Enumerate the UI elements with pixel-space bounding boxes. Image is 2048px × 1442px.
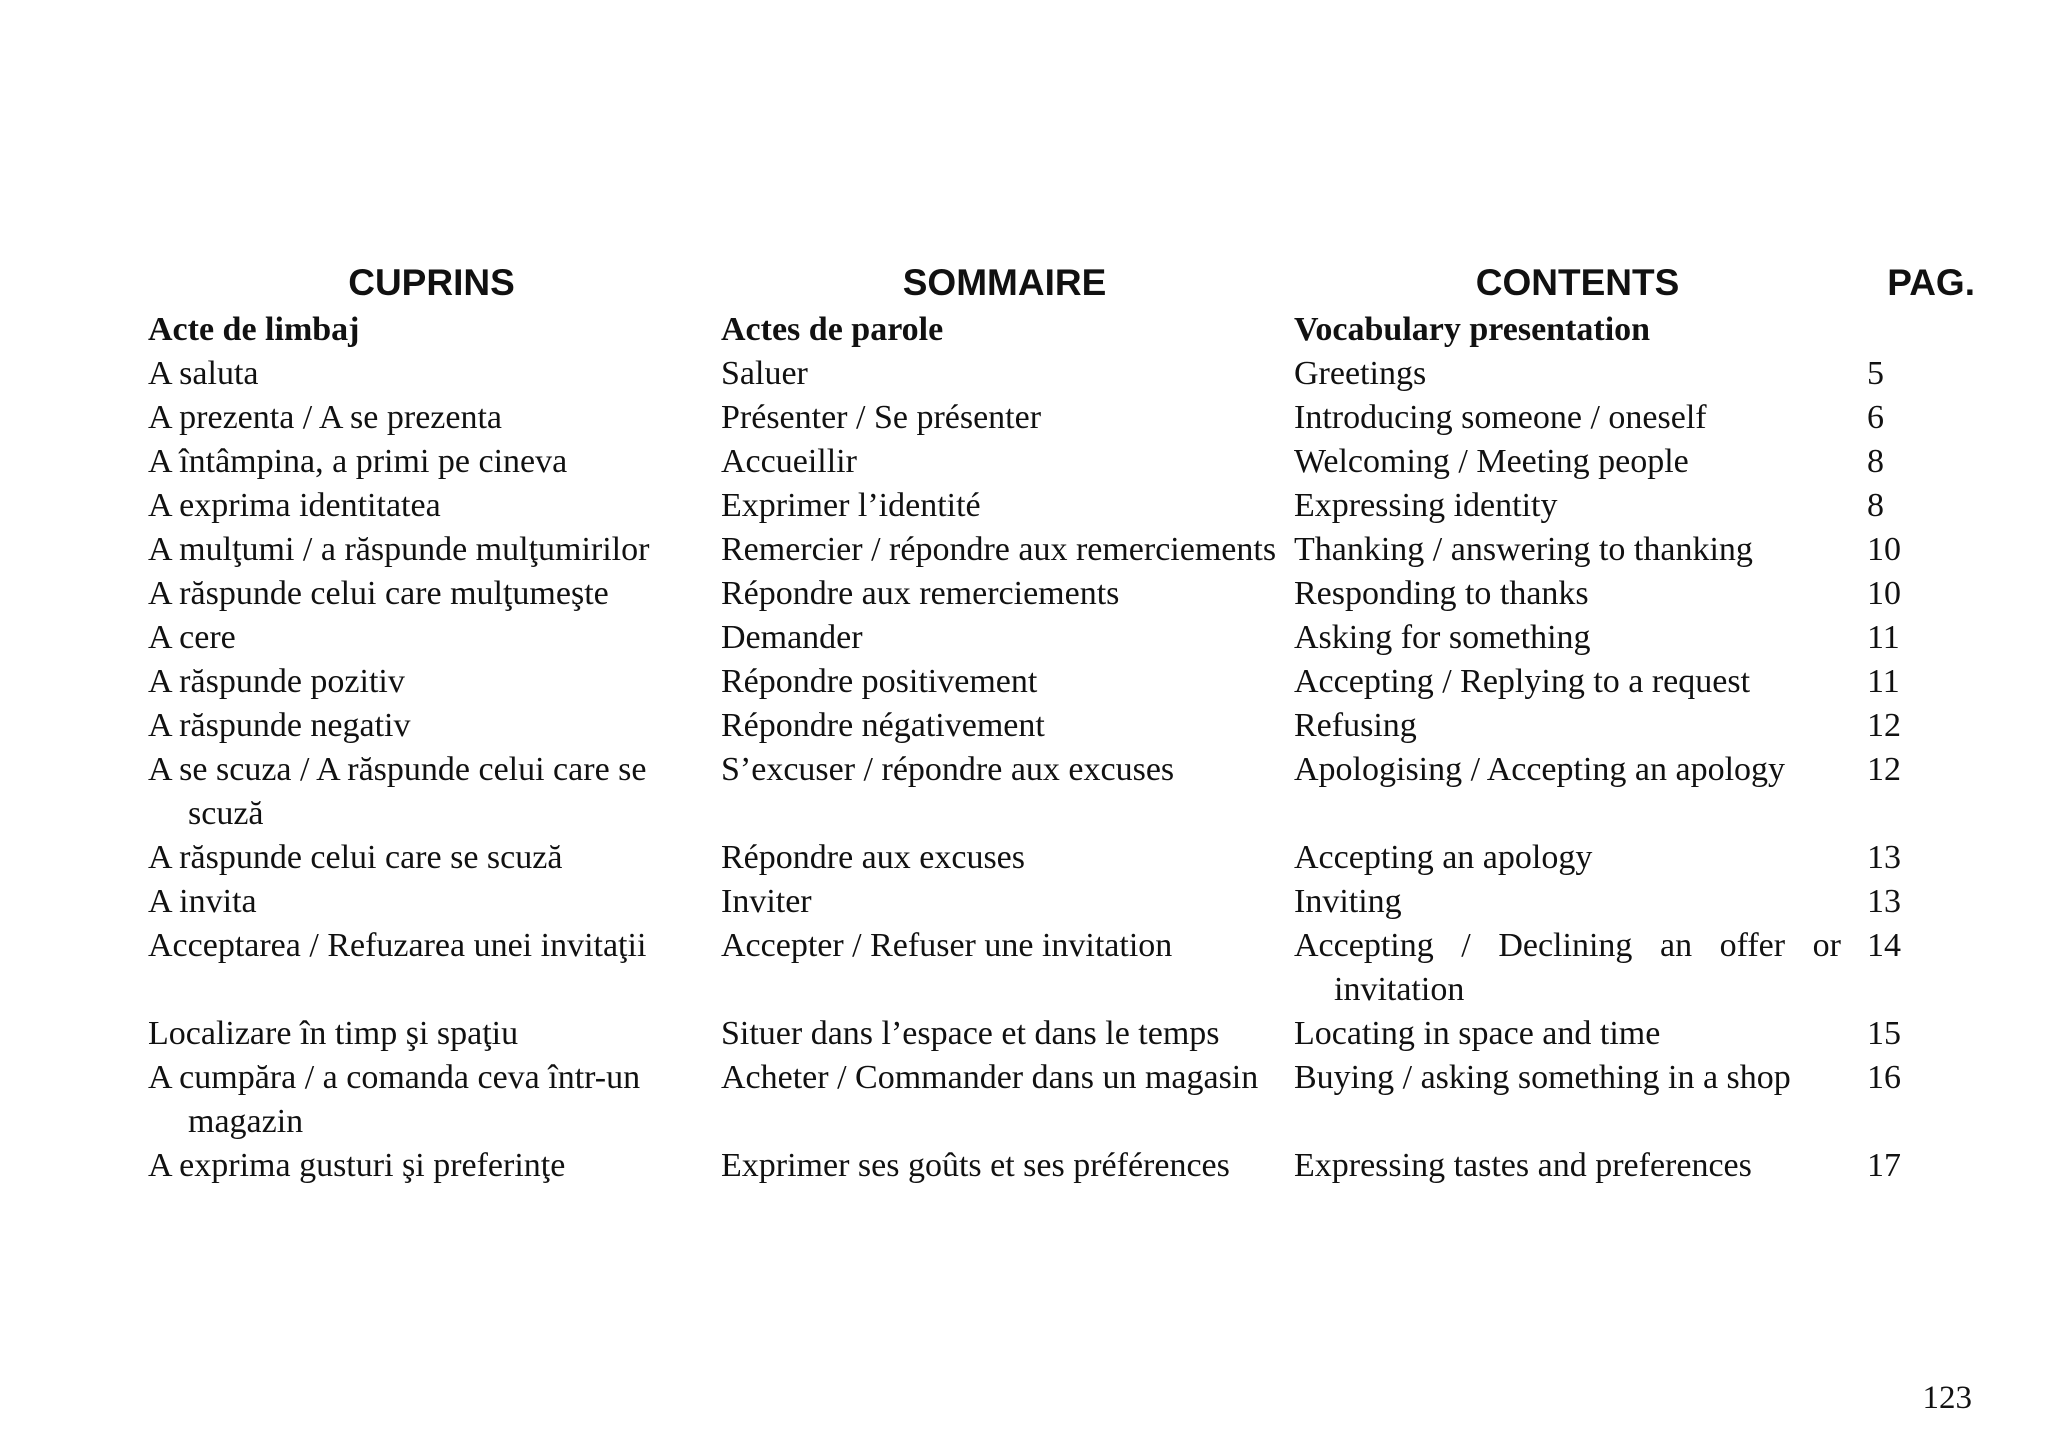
entry-ro-text: A saluta bbox=[148, 355, 259, 392]
contents-row bbox=[142, 880, 1977, 924]
entry-fr-text: Répondre positivement bbox=[721, 663, 1038, 700]
entry-ro bbox=[142, 748, 715, 836]
entry-en-text: Thanking / answering to thanking bbox=[1294, 531, 1753, 568]
contents-row bbox=[142, 616, 1977, 660]
section-heading-page bbox=[1861, 308, 1977, 352]
entry-fr-text: Exprimer ses goûts et ses préférences bbox=[721, 1147, 1230, 1184]
entry-fr bbox=[715, 484, 1288, 528]
contents-row bbox=[142, 1144, 1977, 1188]
entry-page: 12 bbox=[1867, 707, 1901, 744]
entry-en-text: Asking for something bbox=[1294, 619, 1591, 656]
entry-en bbox=[1288, 924, 1861, 1012]
entry-fr bbox=[715, 880, 1288, 924]
section-heading-row bbox=[142, 308, 1977, 352]
section-heading-ro-text: Acte de limbaj bbox=[148, 311, 360, 348]
entry-fr bbox=[715, 440, 1288, 484]
entry-page: 10 bbox=[1867, 575, 1901, 612]
contents-row bbox=[142, 396, 1977, 440]
contents-row bbox=[142, 440, 1977, 484]
contents-row bbox=[142, 748, 1977, 836]
entry-ro-text: A invita bbox=[148, 883, 257, 920]
entry-en-text: Inviting bbox=[1294, 883, 1402, 920]
entry-en bbox=[1288, 704, 1861, 748]
contents-row bbox=[142, 924, 1977, 1012]
entry-fr-text: Inviter bbox=[721, 883, 812, 920]
entry-ro bbox=[142, 440, 715, 484]
entry-fr-text: Saluer bbox=[721, 355, 808, 392]
entry-ro-text: A întâmpina, a primi pe cineva bbox=[148, 443, 568, 480]
entry-fr-text: Répondre négativement bbox=[721, 707, 1045, 744]
entry-en bbox=[1288, 1056, 1861, 1144]
entry-en-text: Accepting / Replying to a request bbox=[1294, 663, 1751, 700]
entry-ro bbox=[142, 528, 715, 572]
entry-fr-text: Présenter / Se présenter bbox=[721, 399, 1042, 436]
entry-fr bbox=[715, 704, 1288, 748]
entry-en-text: Buying / asking something in a shop bbox=[1294, 1059, 1791, 1096]
entry-en-text: Locating in space and time bbox=[1294, 1015, 1661, 1052]
entry-page: 11 bbox=[1867, 619, 1900, 656]
contents-row bbox=[142, 660, 1977, 704]
entry-fr-text: Remercier / répondre aux remerciements bbox=[721, 531, 1277, 568]
entry-en bbox=[1288, 1012, 1861, 1056]
entry-ro bbox=[142, 616, 715, 660]
contents-table bbox=[142, 258, 1977, 1188]
entry-fr bbox=[715, 1056, 1288, 1144]
entry-ro-text: A exprima identitatea bbox=[148, 487, 441, 524]
header-en: CONTENTS bbox=[1475, 262, 1680, 303]
contents-row bbox=[142, 528, 1977, 572]
entry-en bbox=[1288, 616, 1861, 660]
contents-body bbox=[142, 308, 1977, 1188]
entry-fr-text: Accepter / Refuser une invitation bbox=[721, 927, 1173, 964]
entry-page: 16 bbox=[1867, 1059, 1901, 1096]
entry-ro bbox=[142, 924, 715, 1012]
entry-en bbox=[1288, 660, 1861, 704]
entry-ro bbox=[142, 704, 715, 748]
entry-en-text: Expressing identity bbox=[1294, 487, 1558, 524]
entry-en-text: Apologising / Accepting an apology bbox=[1294, 751, 1786, 788]
contents-row bbox=[142, 704, 1977, 748]
entry-ro-text: A cumpăra / a comanda ceva într-un magazin bbox=[148, 1059, 641, 1140]
section-heading-fr-text: Actes de parole bbox=[721, 311, 944, 348]
entry-en-text: Accepting / Declining an offer or invitation bbox=[1294, 927, 1841, 1008]
section-heading-en bbox=[1288, 308, 1861, 352]
entry-page: 5 bbox=[1867, 355, 1884, 392]
entry-ro bbox=[142, 352, 715, 396]
entry-ro-text: A răspunde pozitiv bbox=[148, 663, 405, 700]
contents-row bbox=[142, 484, 1977, 528]
entry-page: 13 bbox=[1867, 839, 1901, 876]
entry-en bbox=[1288, 1144, 1861, 1188]
entry-ro-text: A exprima gusturi şi preferinţe bbox=[148, 1147, 566, 1184]
entry-fr bbox=[715, 836, 1288, 880]
entry-en-text: Refusing bbox=[1294, 707, 1417, 744]
entry-ro-text: Acceptarea / Refuzarea unei invitaţii bbox=[148, 927, 647, 964]
entry-fr bbox=[715, 660, 1288, 704]
entry-en-text: Welcoming / Meeting people bbox=[1294, 443, 1689, 480]
entry-page: 8 bbox=[1867, 443, 1884, 480]
column-headers bbox=[142, 258, 1977, 308]
contents-row bbox=[142, 352, 1977, 396]
entry-en bbox=[1288, 572, 1861, 616]
entry-page: 10 bbox=[1867, 531, 1901, 568]
entry-ro bbox=[142, 1012, 715, 1056]
entry-fr bbox=[715, 396, 1288, 440]
contents-row bbox=[142, 1012, 1977, 1056]
entry-fr-text: S’excuser / répondre aux excuses bbox=[721, 751, 1175, 788]
entry-fr-text: Demander bbox=[721, 619, 863, 656]
section-heading-en-text: Vocabulary presentation bbox=[1294, 311, 1651, 348]
entry-en-text: Responding to thanks bbox=[1294, 575, 1589, 612]
entry-ro-text: A mulţumi / a răspunde mulţumirilor bbox=[148, 531, 650, 568]
entry-page: 6 bbox=[1867, 399, 1884, 436]
entry-page: 8 bbox=[1867, 487, 1884, 524]
entry-ro-text: A răspunde negativ bbox=[148, 707, 411, 744]
contents-row bbox=[142, 836, 1977, 880]
entry-ro bbox=[142, 836, 715, 880]
page-number: 123 bbox=[1922, 1380, 1972, 1416]
entry-ro-text: Localizare în timp şi spaţiu bbox=[148, 1015, 519, 1052]
entry-fr-text: Répondre aux excuses bbox=[721, 839, 1026, 876]
entry-en bbox=[1288, 880, 1861, 924]
entry-en bbox=[1288, 528, 1861, 572]
entry-en bbox=[1288, 352, 1861, 396]
entry-fr-text: Exprimer l’identité bbox=[721, 487, 981, 524]
entry-page: 13 bbox=[1867, 883, 1901, 920]
entry-en bbox=[1288, 440, 1861, 484]
entry-en bbox=[1288, 396, 1861, 440]
entry-ro bbox=[142, 880, 715, 924]
entry-fr-text: Acheter / Commander dans un magasin bbox=[721, 1059, 1259, 1096]
entry-fr-text: Situer dans l’espace et dans le temps bbox=[721, 1015, 1220, 1052]
entry-ro-text: A prezenta / A se prezenta bbox=[148, 399, 503, 436]
header-ro: CUPRINS bbox=[348, 262, 515, 303]
entry-fr bbox=[715, 748, 1288, 836]
entry-ro bbox=[142, 484, 715, 528]
entry-en-text: Greetings bbox=[1294, 355, 1427, 392]
entry-en-text: Introducing someone / oneself bbox=[1294, 399, 1707, 436]
header-page: PAG. bbox=[1887, 262, 1975, 303]
contents-row bbox=[142, 572, 1977, 616]
entry-page: 11 bbox=[1867, 663, 1900, 700]
entry-fr bbox=[715, 1012, 1288, 1056]
entry-page: 14 bbox=[1867, 927, 1901, 964]
entry-en bbox=[1288, 484, 1861, 528]
entry-page: 12 bbox=[1867, 751, 1901, 788]
entry-ro bbox=[142, 1144, 715, 1188]
entry-ro bbox=[142, 572, 715, 616]
entry-fr bbox=[715, 924, 1288, 1012]
entry-ro-text: A se scuza / A răspunde celui care se scuză bbox=[148, 751, 647, 832]
entry-ro-text: A răspunde celui care se scuză bbox=[148, 839, 563, 876]
entry-en-text: Expressing tastes and preferences bbox=[1294, 1147, 1752, 1184]
entry-page: 15 bbox=[1867, 1015, 1901, 1052]
section-heading-ro bbox=[142, 308, 715, 352]
entry-fr bbox=[715, 1144, 1288, 1188]
entry-fr bbox=[715, 352, 1288, 396]
entry-fr bbox=[715, 572, 1288, 616]
entry-fr bbox=[715, 528, 1288, 572]
header-fr: SOMMAIRE bbox=[902, 262, 1107, 303]
section-heading-fr bbox=[715, 308, 1288, 352]
entry-ro bbox=[142, 660, 715, 704]
entry-en bbox=[1288, 836, 1861, 880]
entry-fr-text: Répondre aux remerciements bbox=[721, 575, 1120, 612]
entry-fr bbox=[715, 616, 1288, 660]
entry-en-text: Accepting an apology bbox=[1294, 839, 1593, 876]
contents-row bbox=[142, 1056, 1977, 1144]
entry-ro bbox=[142, 1056, 715, 1144]
entry-page: 17 bbox=[1867, 1147, 1901, 1184]
entry-ro-text: A cere bbox=[148, 619, 236, 656]
entry-ro bbox=[142, 396, 715, 440]
entry-ro-text: A răspunde celui care mulţumeşte bbox=[148, 575, 609, 612]
entry-fr-text: Accueillir bbox=[721, 443, 857, 480]
entry-en bbox=[1288, 748, 1861, 836]
